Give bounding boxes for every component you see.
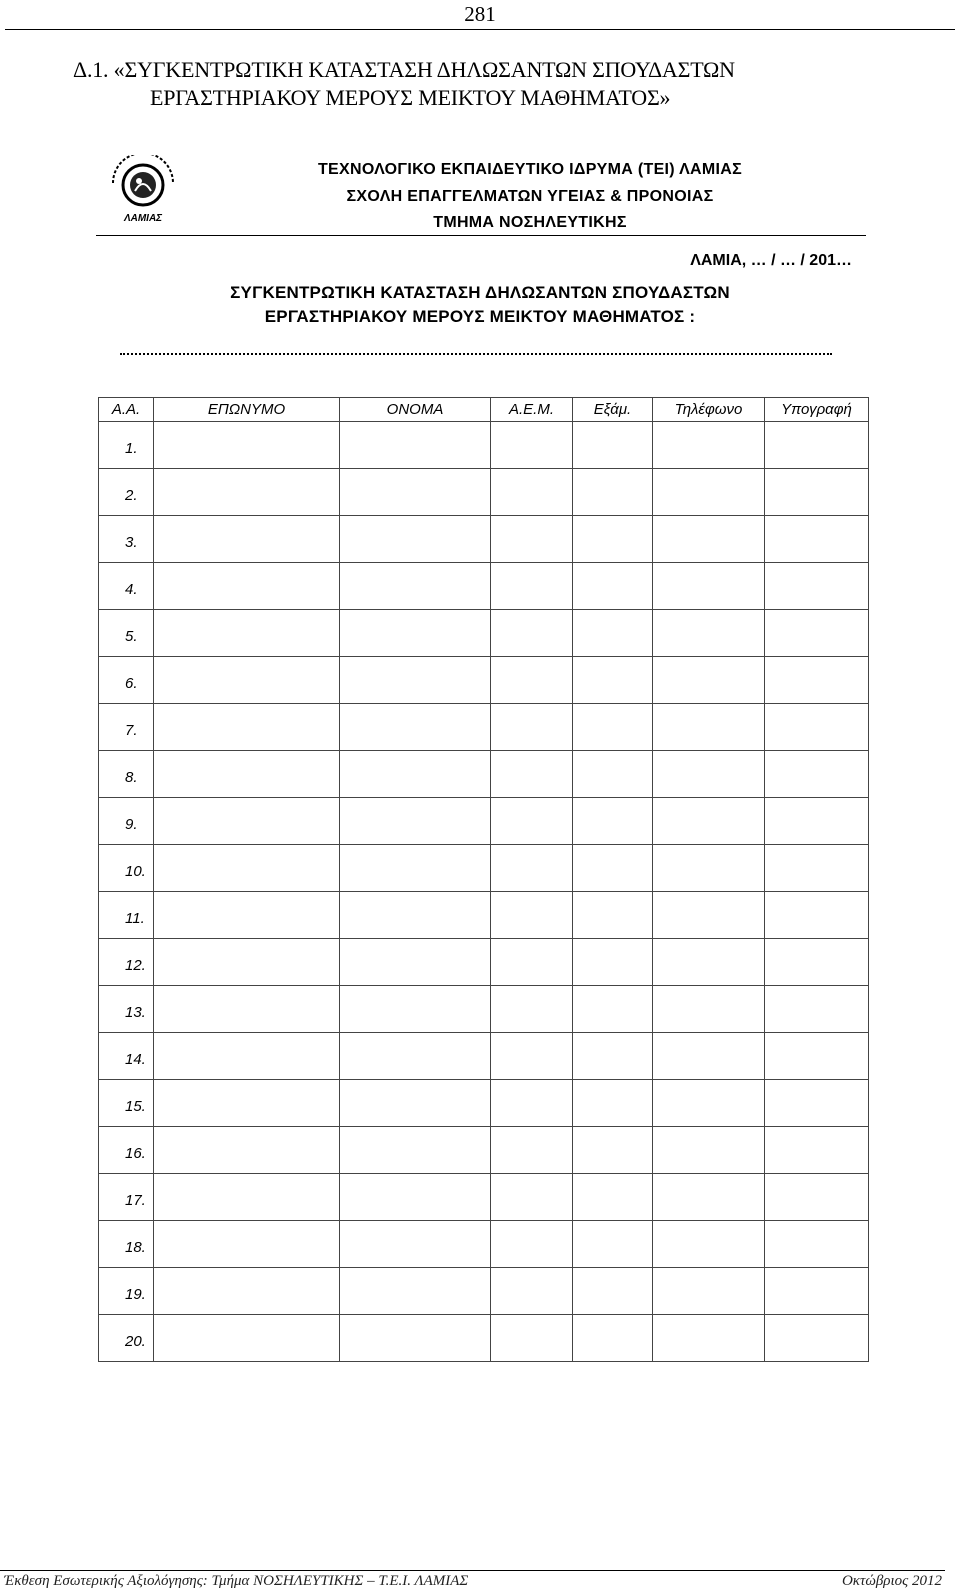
cell-signature[interactable]	[765, 1268, 869, 1315]
row-number: 1.	[99, 422, 154, 469]
column-header-signature: Υπογραφή	[765, 398, 869, 422]
school-name: ΣΧΟΛΗ ΕΠΑΓΓΕΛΜΑΤΩΝ ΥΓΕΙΑΣ & ΠΡΟΝΟΙΑΣ	[346, 188, 714, 205]
table-row	[99, 657, 869, 704]
cell-phone[interactable]	[653, 798, 765, 845]
row-number: 16.	[99, 1127, 154, 1174]
row-number: 2.	[99, 469, 154, 516]
table-row	[99, 563, 869, 610]
table-row	[99, 939, 869, 986]
row-number: 10.	[99, 845, 154, 892]
cell-signature[interactable]	[765, 845, 869, 892]
cell-name[interactable]	[340, 751, 491, 798]
table-row	[99, 1174, 869, 1221]
cell-name[interactable]	[340, 657, 491, 704]
cell-semester[interactable]	[573, 1315, 653, 1362]
cell-aem[interactable]	[491, 986, 573, 1033]
cell-name[interactable]	[340, 1174, 491, 1221]
cell-signature[interactable]	[765, 892, 869, 939]
cell-surname[interactable]	[154, 704, 340, 751]
cell-surname[interactable]	[154, 516, 340, 563]
cell-signature[interactable]	[765, 1221, 869, 1268]
row-number: 18.	[99, 1221, 154, 1268]
department-name: ΤΜΗΜΑ ΝΟΣΗΛΕΥΤΙΚΗΣ	[433, 214, 627, 231]
cell-name[interactable]	[340, 845, 491, 892]
cell-semester[interactable]	[573, 563, 653, 610]
cell-phone[interactable]	[653, 1268, 765, 1315]
table-row	[99, 610, 869, 657]
table-row	[99, 1033, 869, 1080]
cell-signature[interactable]	[765, 986, 869, 1033]
cell-surname[interactable]	[154, 845, 340, 892]
course-name-blank[interactable]	[120, 343, 832, 355]
cell-aem[interactable]	[491, 563, 573, 610]
cell-semester[interactable]	[573, 1033, 653, 1080]
cell-signature[interactable]	[765, 1080, 869, 1127]
cell-aem[interactable]	[491, 892, 573, 939]
cell-phone[interactable]	[653, 845, 765, 892]
cell-semester[interactable]	[573, 610, 653, 657]
cell-name[interactable]	[340, 469, 491, 516]
cell-name[interactable]	[340, 1033, 491, 1080]
row-number: 14.	[99, 1033, 154, 1080]
cell-surname[interactable]	[154, 422, 340, 469]
table-row	[99, 516, 869, 563]
row-number: 11.	[99, 892, 154, 939]
cell-name[interactable]	[340, 986, 491, 1033]
row-number: 6.	[99, 657, 154, 704]
cell-aem[interactable]	[491, 751, 573, 798]
seal-caption: ΛΑΜΙΑΣ	[123, 213, 163, 224]
section-heading	[6, 56, 946, 112]
cell-signature[interactable]	[765, 563, 869, 610]
cell-surname[interactable]	[154, 1033, 340, 1080]
cell-aem[interactable]	[491, 516, 573, 563]
cell-surname[interactable]	[154, 939, 340, 986]
cell-name[interactable]	[340, 610, 491, 657]
cell-semester[interactable]	[573, 1127, 653, 1174]
column-header-surname: ΕΠΩΝΥΜΟ	[154, 398, 340, 422]
table-row	[99, 1080, 869, 1127]
cell-signature[interactable]	[765, 1127, 869, 1174]
table-row	[99, 892, 869, 939]
cell-name[interactable]	[340, 563, 491, 610]
table-row	[99, 798, 869, 845]
row-number: 15.	[99, 1080, 154, 1127]
footer-report-title: Έκθεση Εσωτερικής Αξιολόγησης: Τμήμα ΝΟΣΗΛΕΥΤΙΚΗΣ – Τ.Ε.Ι. ΛΑΜΙΑΣ	[4, 1573, 469, 1589]
cell-signature[interactable]	[765, 704, 869, 751]
cell-signature[interactable]	[765, 469, 869, 516]
cell-signature[interactable]	[765, 939, 869, 986]
institution-name: ΤΕΧΝΟΛΟΓΙΚΟ ΕΚΠΑΙΔΕΥΤΙΚΟ ΙΔΡΥΜΑ (ΤΕΙ) ΛΑΜΙΑΣ	[317, 161, 743, 178]
cell-semester[interactable]	[573, 845, 653, 892]
cell-signature[interactable]	[765, 1174, 869, 1221]
section-title-line2: ΕΡΓΑΣΤΗΡΙΑΚΟΥ ΜΕΡΟΥΣ ΜΕΙΚΤΟΥ ΜΑΘΗΜΑΤΟΣ»	[150, 85, 671, 110]
column-header-name: ΟΝΟΜΑ	[340, 398, 491, 422]
cell-phone[interactable]	[653, 516, 765, 563]
cell-phone[interactable]	[653, 1174, 765, 1221]
cell-aem[interactable]	[491, 657, 573, 704]
cell-surname[interactable]	[154, 657, 340, 704]
cell-phone[interactable]	[653, 563, 765, 610]
cell-signature[interactable]	[765, 610, 869, 657]
row-number: 3.	[99, 516, 154, 563]
cell-aem[interactable]	[491, 704, 573, 751]
cell-surname[interactable]	[154, 798, 340, 845]
header-divider	[5, 29, 955, 30]
page-number: 281	[464, 2, 496, 26]
cell-semester[interactable]	[573, 657, 653, 704]
row-number: 17.	[99, 1174, 154, 1221]
institution-seal-logo	[103, 155, 183, 227]
cell-semester[interactable]	[573, 986, 653, 1033]
cell-phone[interactable]	[653, 751, 765, 798]
row-number: 7.	[99, 704, 154, 751]
cell-semester[interactable]	[573, 1268, 653, 1315]
row-number: 20.	[99, 1315, 154, 1362]
cell-phone[interactable]	[653, 1033, 765, 1080]
table-row	[99, 422, 869, 469]
cell-phone[interactable]	[653, 469, 765, 516]
cell-aem[interactable]	[491, 939, 573, 986]
cell-aem[interactable]	[491, 1033, 573, 1080]
cell-aem[interactable]	[491, 1080, 573, 1127]
cell-semester[interactable]	[573, 422, 653, 469]
cell-semester[interactable]	[573, 751, 653, 798]
cell-aem[interactable]	[491, 845, 573, 892]
cell-surname[interactable]	[154, 1174, 340, 1221]
row-number: 4.	[99, 563, 154, 610]
table-row	[99, 986, 869, 1033]
table-row	[99, 1315, 869, 1362]
cell-aem[interactable]	[491, 469, 573, 516]
table-row	[99, 469, 869, 516]
cell-surname[interactable]	[154, 469, 340, 516]
cell-semester[interactable]	[573, 1174, 653, 1221]
cell-surname[interactable]	[154, 751, 340, 798]
cell-signature[interactable]	[765, 798, 869, 845]
table-header-row	[99, 398, 869, 422]
cell-phone[interactable]	[653, 657, 765, 704]
cell-surname[interactable]	[154, 563, 340, 610]
row-number: 8.	[99, 751, 154, 798]
cell-name[interactable]	[340, 422, 491, 469]
cell-phone[interactable]	[653, 1080, 765, 1127]
row-number: 5.	[99, 610, 154, 657]
cell-aem[interactable]	[491, 1174, 573, 1221]
cell-name[interactable]	[340, 1221, 491, 1268]
form-title-line2: ΕΡΓΑΣΤΗΡΙΑΚΟΥ ΜΕΡΟΥΣ ΜΕΙΚΤΟΥ ΜΑΘΗΜΑΤΟΣ :	[264, 307, 696, 326]
cell-signature[interactable]	[765, 1033, 869, 1080]
table-row	[99, 845, 869, 892]
cell-name[interactable]	[340, 1315, 491, 1362]
cell-surname[interactable]	[154, 892, 340, 939]
row-number: 13.	[99, 986, 154, 1033]
cell-semester[interactable]	[573, 1221, 653, 1268]
cell-name[interactable]	[340, 704, 491, 751]
cell-surname[interactable]	[154, 1268, 340, 1315]
cell-signature[interactable]	[765, 422, 869, 469]
column-header-aa: Α.Α.	[99, 398, 154, 422]
cell-signature[interactable]	[765, 657, 869, 704]
row-number: 12.	[99, 939, 154, 986]
table-row	[99, 1268, 869, 1315]
cell-surname[interactable]	[154, 610, 340, 657]
cell-signature[interactable]	[765, 516, 869, 563]
row-number: 9.	[99, 798, 154, 845]
cell-surname[interactable]	[154, 1315, 340, 1362]
cell-name[interactable]	[340, 1127, 491, 1174]
cell-phone[interactable]	[653, 939, 765, 986]
cell-name[interactable]	[340, 798, 491, 845]
cell-semester[interactable]	[573, 939, 653, 986]
cell-aem[interactable]	[491, 1221, 573, 1268]
section-number: Δ.1.	[73, 57, 109, 82]
cell-semester[interactable]	[573, 516, 653, 563]
cell-phone[interactable]	[653, 1127, 765, 1174]
cell-aem[interactable]	[491, 1127, 573, 1174]
cell-aem[interactable]	[491, 610, 573, 657]
cell-semester[interactable]	[573, 704, 653, 751]
cell-signature[interactable]	[765, 1315, 869, 1362]
cell-aem[interactable]	[491, 1315, 573, 1362]
column-header-semester: Εξάμ.	[573, 398, 653, 422]
table-row	[99, 1127, 869, 1174]
cell-name[interactable]	[340, 892, 491, 939]
form-header-divider	[96, 235, 866, 236]
cell-name[interactable]	[340, 1080, 491, 1127]
cell-surname[interactable]	[154, 1127, 340, 1174]
cell-phone[interactable]	[653, 1221, 765, 1268]
column-header-phone: Τηλέφωνο	[653, 398, 765, 422]
column-header-aem: Α.Ε.Μ.	[491, 398, 573, 422]
cell-name[interactable]	[340, 516, 491, 563]
cell-aem[interactable]	[491, 798, 573, 845]
cell-name[interactable]	[340, 939, 491, 986]
cell-aem[interactable]	[491, 1268, 573, 1315]
cell-phone[interactable]	[653, 704, 765, 751]
cell-semester[interactable]	[573, 798, 653, 845]
cell-aem[interactable]	[491, 422, 573, 469]
cell-phone[interactable]	[653, 986, 765, 1033]
student-roster-table	[98, 397, 869, 1362]
cell-name[interactable]	[340, 1268, 491, 1315]
table-row	[99, 1221, 869, 1268]
cell-phone[interactable]	[653, 422, 765, 469]
cell-signature[interactable]	[765, 751, 869, 798]
cell-surname[interactable]	[154, 986, 340, 1033]
row-number: 19.	[99, 1268, 154, 1315]
cell-semester[interactable]	[573, 469, 653, 516]
cell-phone[interactable]	[653, 610, 765, 657]
cell-phone[interactable]	[653, 892, 765, 939]
cell-phone[interactable]	[653, 1315, 765, 1362]
date-line: ΛΑΜΙΑ, … / … / 201…	[690, 252, 852, 269]
form-title-line1: ΣΥΓΚΕΝΤΡΩΤΙΚΗ ΚΑΤΑΣΤΑΣΗ ΔΗΛΩΣΑΝΤΩΝ ΣΠΟΥΔΑΣΤΩΝ	[230, 283, 730, 302]
footer-date: Οκτώβριος 2012	[841, 1573, 942, 1589]
cell-surname[interactable]	[154, 1221, 340, 1268]
cell-surname[interactable]	[154, 1080, 340, 1127]
footer-divider	[0, 1570, 945, 1571]
cell-semester[interactable]	[573, 892, 653, 939]
table-row	[99, 704, 869, 751]
section-title-line1: «ΣΥΓΚΕΝΤΡΩΤΙΚΗ ΚΑΤΑΣΤΑΣΗ ΔΗΛΩΣΑΝΤΩΝ ΣΠΟΥΔΑΣΤΩΝ	[113, 57, 735, 82]
cell-semester[interactable]	[573, 1080, 653, 1127]
table-row	[99, 751, 869, 798]
